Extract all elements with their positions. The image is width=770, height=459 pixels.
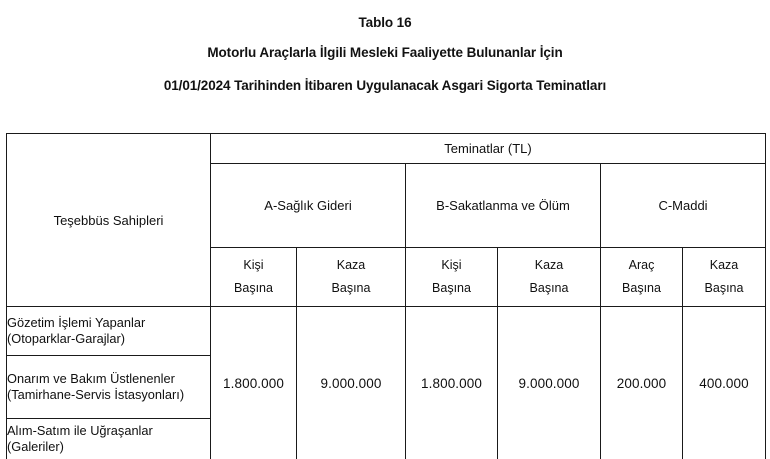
value-text-5: 200.000: [616, 375, 667, 391]
value-cell-4: [498, 307, 601, 459]
subheader-cell-4: [498, 248, 601, 307]
value-text-3: 1.800.000: [421, 375, 482, 391]
insurance-minimums-table: [6, 133, 766, 459]
table-subtitle-line-1: Motorlu Araçlarla İlgili Mesleki Faaliyette Bulunanlar İçin: [207, 45, 563, 60]
category-label-a: A-Sağlık Gideri: [264, 198, 352, 213]
category-header-b: [406, 164, 601, 248]
subheader-line2-1: Başına: [234, 281, 273, 295]
table-subtitle-line-2: 01/01/2024 Tarihinden İtibaren Uygulanacak Asgari Sigorta Teminatları: [163, 78, 607, 93]
group-header-cell: [211, 134, 766, 164]
corner-header-cell: [7, 134, 211, 307]
table-header-row-group: [7, 134, 766, 164]
subheader-cell-1: [211, 248, 297, 307]
subheader-line1-3: Kişi: [441, 257, 462, 272]
corner-header-label: Teşebbüs Sahipleri: [53, 212, 164, 228]
subheader-cell-3: [406, 248, 498, 307]
subheader-line1-6: Kaza: [709, 257, 739, 272]
subheader-line2-3: Başına: [432, 281, 471, 295]
value-text-2: 9.000.000: [320, 375, 382, 391]
subheader-line2-4: Başına: [529, 281, 569, 295]
subheader-line1-1: Kişi: [243, 257, 264, 272]
category-label-b: B-Sakatlanma ve Ölüm: [436, 198, 570, 213]
subheader-cell-2: [297, 248, 406, 307]
subheader-cell-6: [683, 248, 766, 307]
subheader-line2-5: Başına: [622, 281, 661, 295]
category-label-c: C-Maddi: [658, 198, 708, 213]
subheader-line2-2: Başına: [331, 281, 371, 295]
subheader-line1-2: Kaza: [336, 257, 366, 272]
category-header-a: [211, 164, 406, 248]
subheader-line1-5: Araç: [628, 257, 655, 272]
row-label-text-3: Alım-Satım ile Uğraşanlar (Galeriler): [7, 422, 153, 454]
value-cell-2: [297, 307, 406, 459]
subheader-cell-5: [601, 248, 683, 307]
category-header-c: [601, 164, 766, 248]
table-row: [7, 307, 766, 356]
group-header-label: Teminatlar (TL): [444, 141, 532, 156]
value-cell-3: [406, 307, 498, 459]
row-label-text-2: Onarım ve Bakım Üstlenenler (Tamirhane-Servis İstasyonları): [7, 370, 185, 402]
row-label-1: [7, 307, 211, 356]
value-cell-6: [683, 307, 766, 459]
value-text-1: 1.800.000: [223, 375, 284, 391]
value-text-4: 9.000.000: [518, 375, 580, 391]
row-label-3: [7, 419, 211, 459]
row-label-2: [7, 356, 211, 419]
subheader-line1-4: Kaza: [534, 257, 564, 272]
value-cell-5: [601, 307, 683, 459]
subheader-line2-6: Başına: [704, 281, 744, 295]
row-label-text-1: Gözetim İşlemi Yapanlar (Otoparklar-Garajlar): [7, 314, 146, 346]
table-number-title: Tablo 16: [358, 15, 412, 30]
value-cell-1: [211, 307, 297, 459]
value-text-6: 400.000: [699, 375, 749, 391]
